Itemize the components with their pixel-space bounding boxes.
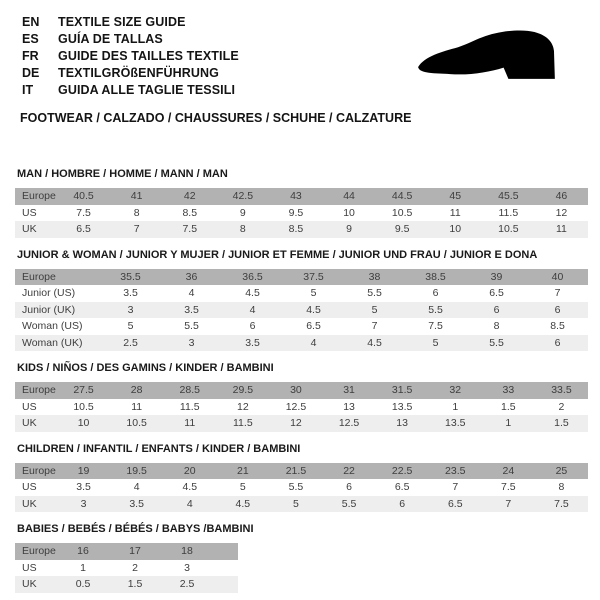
row-label: US (22, 561, 37, 574)
size-cell: 38.5 (425, 270, 446, 283)
size-cell: 12 (290, 417, 302, 429)
size-cell: 7 (554, 287, 561, 299)
row-label: US (22, 206, 37, 219)
size-cell: 4.5 (245, 287, 260, 299)
size-cell: 7.5 (182, 223, 198, 235)
size-cell: 2 (132, 561, 138, 574)
size-cell: 8 (239, 223, 246, 235)
size-cell: 19 (77, 464, 90, 477)
size-cell: 5 (310, 287, 317, 299)
size-cell: 21 (237, 464, 249, 477)
row-label: UK (22, 417, 37, 429)
size-cell: 1.5 (501, 400, 516, 413)
size-cell: 6 (554, 336, 561, 349)
size-cell: 13.5 (391, 400, 413, 413)
row-label: Junior (UK) (22, 303, 76, 316)
size-cell: 44 (343, 190, 355, 202)
lang-code: FR (22, 48, 39, 63)
lang-label: GUIDE DES TAILLES TEXTILE (58, 48, 239, 63)
size-cell: 5 (239, 481, 246, 493)
table-row (15, 496, 588, 513)
size-cell: 3.5 (184, 303, 199, 316)
section-man (15, 168, 588, 238)
size-cell: 31.5 (391, 384, 413, 396)
category-heading: FOOTWEAR / CALZADO / CHAUSSURES / SCHUHE / CALZATURE (20, 111, 412, 125)
size-cell: 8 (493, 320, 500, 332)
size-cell: 7 (505, 497, 512, 510)
table-row (15, 479, 588, 496)
size-cell: 11 (131, 400, 143, 413)
size-cell: 5.5 (428, 303, 443, 316)
size-cell: 1.5 (554, 417, 569, 429)
size-cell: 36 (185, 270, 198, 283)
size-cell: 8.5 (550, 320, 565, 332)
size-cell: 10.5 (73, 400, 94, 413)
table-row (15, 318, 588, 335)
size-cell: 11.5 (233, 417, 253, 429)
table-row (15, 302, 588, 319)
size-cell: 4.5 (367, 336, 382, 349)
size-cell: 10.5 (391, 206, 413, 219)
size-cell: 12 (237, 400, 249, 413)
size-cell: 12.5 (285, 400, 307, 413)
size-cell: 3 (80, 497, 87, 510)
size-cell: 23.5 (445, 464, 466, 477)
size-cell: 38 (368, 270, 381, 283)
size-cell: 11 (555, 223, 567, 235)
row-label: Europe (22, 270, 56, 283)
size-cell: 7.5 (76, 206, 91, 219)
section-title: KIDS / NIÑOS / DES GAMINS / KINDER / BAMBINI (17, 362, 274, 374)
size-cell: 7.5 (501, 481, 516, 493)
size-cell: 3.5 (129, 497, 144, 510)
size-cell: 6 (493, 303, 500, 316)
size-cell: 10 (449, 223, 462, 235)
size-cell: 10.5 (126, 417, 147, 429)
lang-code: EN (22, 14, 40, 29)
size-cell: 7.5 (554, 497, 569, 510)
size-cell: 6 (249, 320, 256, 332)
size-cell: 11.5 (179, 400, 200, 413)
size-cell: 0.5 (75, 578, 91, 590)
size-cell: 39 (490, 270, 503, 283)
size-cell: 45 (449, 190, 462, 202)
table-row (15, 576, 238, 593)
size-cell: 10 (77, 417, 90, 429)
size-cell: 8.5 (182, 206, 198, 219)
size-cell: 33 (502, 384, 515, 396)
size-cell: 3 (184, 561, 190, 574)
size-cell: 42 (183, 190, 196, 202)
section-junior-woman (15, 249, 588, 352)
lang-label: TEXTILE SIZE GUIDE (58, 14, 186, 29)
language-title-list (22, 13, 239, 98)
table-header-row (15, 543, 238, 560)
size-cell: 1.5 (127, 578, 143, 590)
section-kids (15, 362, 588, 432)
lang-row-es (22, 30, 239, 47)
size-table-junior-woman (15, 269, 588, 352)
size-cell: 16 (77, 545, 89, 557)
table-row (15, 399, 588, 416)
size-cell: 8 (133, 206, 140, 219)
size-cell: 40.5 (73, 190, 94, 202)
size-cell: 13.5 (445, 417, 466, 429)
size-tables (15, 168, 588, 600)
size-cell: 45.5 (498, 190, 519, 202)
size-cell: 4 (249, 303, 256, 316)
size-cell: 10.5 (498, 223, 519, 235)
size-cell: 25 (555, 464, 568, 477)
row-label: Junior (US) (22, 287, 76, 299)
size-cell: 2.5 (179, 578, 195, 590)
lang-label: GUÍA DE TALLAS (58, 31, 163, 46)
size-cell: 41 (130, 190, 143, 202)
size-cell: 4.5 (235, 497, 251, 510)
table-row (15, 205, 588, 222)
lang-row-en (22, 13, 239, 30)
size-cell: 5.5 (184, 320, 199, 332)
size-cell: 6 (346, 481, 352, 493)
size-cell: 19.5 (126, 464, 147, 477)
row-label: Woman (UK) (22, 336, 83, 349)
size-cell: 11 (449, 206, 461, 219)
row-label: Europe (22, 464, 56, 477)
section-title: MAN / HOMBRE / HOMME / MANN / MAN (17, 168, 228, 180)
size-cell: 3.5 (245, 336, 260, 349)
size-cell: 4 (188, 287, 195, 299)
size-cell: 8 (558, 481, 565, 493)
size-cell: 21.5 (285, 464, 307, 477)
size-cell: 44.5 (391, 190, 413, 202)
size-cell: 18 (181, 545, 193, 557)
size-cell: 20 (183, 464, 196, 477)
size-cell: 7 (133, 223, 140, 235)
size-cell: 5.5 (367, 287, 382, 299)
lang-label: GUIDA ALLE TAGLIE TESSILI (58, 82, 236, 97)
size-cell: 4.5 (306, 303, 321, 316)
dress-shoe-icon (412, 27, 577, 95)
size-cell: 4 (186, 497, 193, 510)
size-cell: 4 (310, 336, 317, 349)
section-children (15, 443, 588, 513)
size-cell: 8.5 (288, 223, 304, 235)
size-cell: 5 (293, 497, 299, 510)
size-cell: 3.5 (123, 287, 138, 299)
table-header-row (15, 382, 588, 399)
table-row (15, 285, 588, 302)
size-cell: 7.5 (428, 320, 443, 332)
size-cell: 43 (290, 190, 302, 202)
table-header-row (15, 188, 588, 205)
lang-row-it (22, 81, 239, 98)
lang-code: IT (22, 82, 34, 97)
size-cell: 5.5 (489, 336, 504, 349)
size-cell: 11.5 (498, 206, 519, 219)
size-cell: 6.5 (489, 287, 504, 299)
size-cell: 28.5 (179, 384, 200, 396)
size-cell: 42.5 (232, 190, 254, 202)
size-table-children (15, 463, 588, 513)
row-label: UK (22, 223, 37, 235)
section-title: JUNIOR & WOMAN / JUNIOR Y MUJER / JUNIOR ET FEMME / JUNIOR UND FRAU / JUNIOR E DONA (17, 248, 538, 261)
size-cell: 3 (188, 336, 195, 349)
size-cell: 3.5 (76, 481, 91, 493)
size-cell: 9 (239, 206, 246, 219)
size-table-babies (15, 543, 238, 593)
row-label: Europe (22, 384, 56, 396)
table-row (15, 560, 238, 577)
size-cell: 33.5 (551, 384, 572, 396)
size-cell: 10 (343, 206, 355, 219)
size-cell: 28 (130, 384, 143, 396)
size-cell: 5 (432, 336, 439, 349)
size-cell: 3 (127, 303, 134, 316)
size-cell: 35.5 (120, 270, 141, 283)
size-cell: 12 (555, 206, 568, 219)
size-cell: 4.5 (182, 481, 198, 493)
size-cell: 22.5 (391, 464, 413, 477)
table-row (15, 221, 588, 238)
size-cell: 7 (371, 320, 378, 332)
table-row (15, 335, 588, 352)
size-cell: 11 (184, 417, 196, 429)
size-cell: 1 (452, 400, 459, 413)
section-title: CHILDREN / INFANTIL / ENFANTS / KINDER / BAMBINI (17, 442, 301, 455)
size-cell: 13 (396, 417, 408, 429)
row-label: US (22, 400, 37, 413)
size-cell: 4 (133, 481, 140, 493)
size-cell: 24 (502, 464, 515, 477)
size-cell: 5 (371, 303, 378, 316)
size-cell: 12.5 (338, 417, 360, 429)
lang-row-fr (22, 47, 239, 64)
lang-code: ES (22, 31, 39, 46)
size-cell: 9.5 (288, 206, 304, 219)
size-cell: 6 (399, 497, 406, 510)
size-cell: 6 (432, 287, 439, 299)
size-cell: 1 (505, 417, 512, 429)
size-cell: 22 (343, 464, 355, 477)
table-header-row (15, 463, 588, 480)
size-cell: 2 (558, 400, 565, 413)
size-table-kids (15, 382, 588, 432)
size-cell: 6.5 (447, 497, 463, 510)
size-cell: 29.5 (232, 384, 254, 396)
section-title: BABIES / BEBÉS / BÉBÉS / BABYS /BAMBINI (17, 523, 254, 535)
size-cell: 31 (343, 384, 355, 396)
size-cell: 40 (551, 270, 564, 283)
row-label: UK (22, 578, 37, 590)
size-cell: 6.5 (76, 223, 91, 235)
size-cell: 5.5 (341, 497, 357, 510)
size-cell: 30 (290, 384, 302, 396)
size-cell: 2.5 (123, 336, 138, 349)
lang-label: TEXTILGRÖßENFÜHRUNG (58, 65, 219, 80)
row-label: Europe (22, 190, 56, 202)
table-row (15, 415, 588, 432)
size-cell: 13 (343, 400, 355, 413)
size-cell: 6.5 (394, 481, 410, 493)
size-cell: 46 (555, 190, 568, 202)
size-cell: 5.5 (288, 481, 304, 493)
size-cell: 17 (129, 545, 141, 557)
row-label: US (22, 481, 37, 493)
size-cell: 9.5 (394, 223, 410, 235)
size-cell: 1 (80, 561, 86, 574)
size-cell: 36.5 (242, 270, 263, 283)
size-cell: 27.5 (73, 384, 94, 396)
size-cell: 7 (452, 481, 459, 493)
lang-code: DE (22, 65, 40, 80)
section-babies (15, 523, 588, 593)
size-cell: 5 (127, 320, 134, 332)
size-table-man (15, 188, 588, 238)
row-label: Europe (22, 545, 56, 557)
size-cell: 6 (554, 303, 561, 316)
size-cell: 6.5 (306, 320, 321, 332)
row-label: Woman (US) (22, 320, 83, 332)
size-cell: 9 (346, 223, 352, 235)
lang-row-de (22, 64, 239, 81)
row-label: UK (22, 497, 37, 510)
table-header-row (15, 269, 588, 286)
size-cell: 37.5 (303, 270, 324, 283)
size-cell: 32 (449, 384, 462, 396)
